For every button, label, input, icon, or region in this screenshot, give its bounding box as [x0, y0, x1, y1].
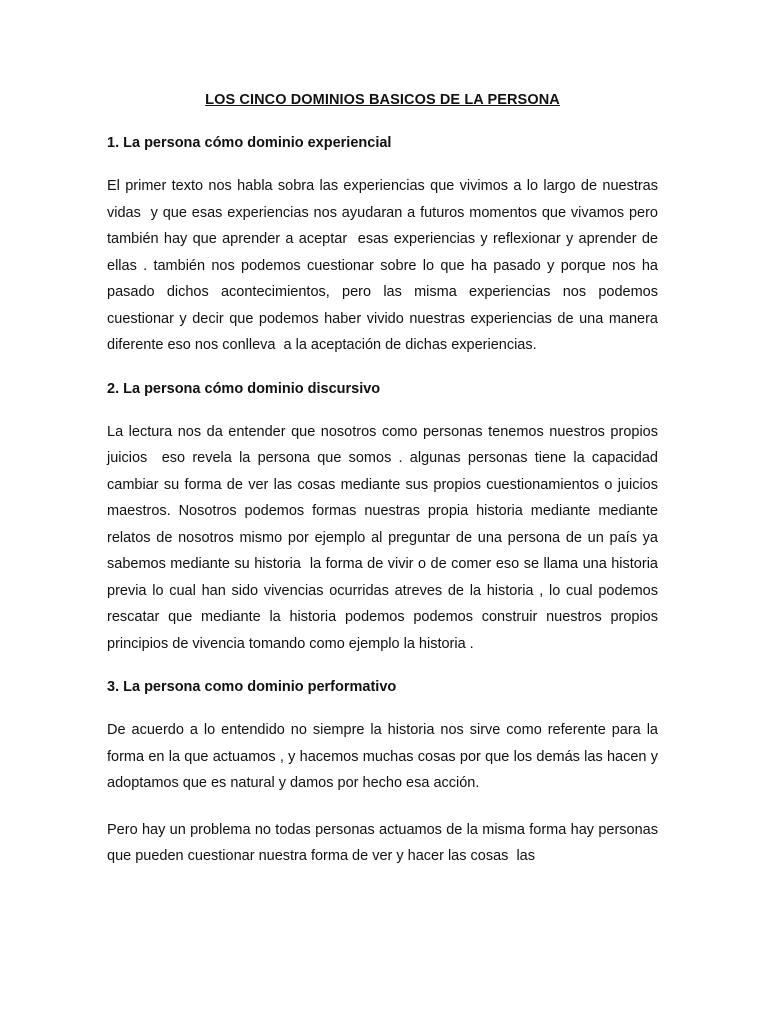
- section-heading-1: 1. La persona cómo dominio experiencial: [107, 135, 392, 151]
- document-title: LOS CINCO DOMINIOS BASICOS DE LA PERSONA: [205, 92, 560, 108]
- document-content: [107, 89, 667, 870]
- section-2-paragraph-1: La lectura nos da entender que nosotros como personas tenemos nuestros propios juicios eso revela la persona que somos . algunas personas tiene la capacidad cambiar su forma de ver las cosas mediante sus propios cuestionamientos o juicios maestros. Nosotros podemos formas nuestras propia historia mediante mediante relatos de nosotros mismo por ejemplo al preguntar de una persona de un país ya sabemos mediante su historia la forma de vivir o de comer eso se llama una historia previa lo cual han sido vivencias ocurridas atreves de la historia , lo cual podemos rescatar que mediante la historia podemos podemos construir nuestros propios principios de vivencia tomando como ejemplo la historia .: [107, 423, 663, 652]
- section-3-paragraph-2: Pero hay un problema no todas personas actuamos de la misma forma hay personas que pueden cuestionar nuestra forma de ver y hacer las cosas las: [107, 821, 663, 864]
- section-heading-2: 2. La persona cómo dominio discursivo: [107, 380, 381, 397]
- section-heading-3: 3. La persona como dominio performativo: [107, 679, 397, 695]
- section-3-paragraph-1: De acuerdo a lo entendido no siempre la historia nos sirve como referente para la forma en la que actuamos , y hacemos muchas cosas por que los demás las hacen y adoptamos que es natural y damos por hecho esa acción.: [107, 722, 663, 791]
- section-1-paragraph-1: El primer texto nos habla sobra las experiencias que vivimos a lo largo de nuestras vidas y que esas experiencias nos ayudaran a futuros momentos que vivamos pero también hay que aprender a aceptar esas experiencias y reflexionar y aprender de ellas . también nos podemos cuestionar sobre lo que ha pasado y porque nos ha pasado dichos acontecimientos, pero las misma experiencias nos podemos cuestionar y decir que podemos haber vivido nuestras experiencias de una manera diferente eso nos conlleva a la aceptación de dichas experiencias.: [107, 178, 667, 353]
